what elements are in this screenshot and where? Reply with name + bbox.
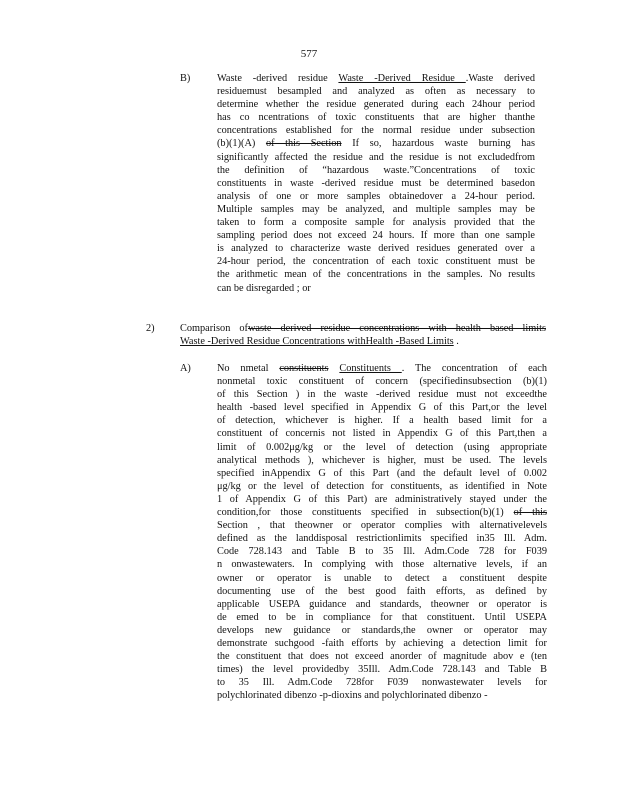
text-run: constituents in waste -derived residue must be determined basedon: [217, 177, 535, 189]
deleted-text: of this: [513, 507, 547, 519]
text-run: applicable USEPA guidance and standards, theowner or operator is: [217, 598, 547, 610]
item-b-line: [217, 72, 535, 85]
item-a-line: [217, 650, 547, 663]
item-b-line: [217, 203, 535, 216]
text-run: constituent of concernis not listed in Appendix G of this Part,then a: [217, 428, 547, 440]
item-a-line: [217, 598, 547, 611]
item-a-line: [217, 532, 547, 545]
text-run: is analyzed to characterize waste derived residues generated over a: [217, 243, 535, 255]
page-number: 577: [300, 48, 318, 60]
item-a-line: [217, 637, 547, 650]
text-run: sampling period does not exceed 24 hours. If more than one sample: [217, 230, 535, 242]
item-b-line: [217, 282, 535, 295]
item-b-line: [217, 164, 535, 177]
text-run: n onwastewaters. In complying with those alternative levels, if an: [217, 559, 547, 571]
item-a-line: [217, 441, 547, 454]
text-run: .: [453, 336, 459, 348]
text-run: Comparison of: [180, 323, 248, 334]
item-a-line: [217, 401, 547, 414]
text-run: can be disregarded ; or: [217, 282, 311, 294]
text-run: demonstrate suchgood -faith efforts by achieving a detection limit for: [217, 637, 547, 649]
item-b-line: [217, 242, 535, 255]
item-a-line: [217, 558, 547, 571]
item-2-label: 2): [146, 323, 155, 334]
text-run: residuemust besampled and analyzed as often as necessary to: [217, 86, 535, 98]
item-a-line: [217, 506, 547, 519]
text-run: the definition of “hazardous waste.”Concentrations of toxic: [217, 164, 535, 176]
item-a-line: [217, 467, 547, 480]
item-2-line: [180, 322, 546, 335]
item-a-line: [217, 624, 547, 637]
item-a-line: [217, 572, 547, 585]
item-b-paragraph: [217, 72, 535, 295]
text-run: health -based level specified in Appendix G of this Part,or the level: [217, 402, 547, 414]
text-run: (b)(1)(A): [217, 138, 266, 150]
item-b-line: [217, 216, 535, 229]
text-run: has co ncentrations of toxic constituents that are higher thanthe: [217, 112, 535, 124]
item-a-line: [217, 493, 547, 506]
text-run: No nmetal: [217, 363, 280, 374]
text-run: Code 728.143 and Table B to 35 Ill. Adm.Code 728 for F039: [217, 546, 547, 558]
item-b-line: [217, 137, 535, 150]
item-b-line: [217, 268, 535, 281]
item-2-line: [180, 335, 546, 348]
item-b-line: [217, 229, 535, 242]
item-b-line: [217, 85, 535, 98]
item-a-line: [217, 375, 547, 388]
item-a-line: [217, 414, 547, 427]
deleted-text: of this Section: [265, 138, 342, 150]
text-run: . The concentration of each: [401, 363, 547, 374]
item-a-line: [217, 454, 547, 467]
text-run: polychlorinated dibenzo -p-dioxins and polychlorinated dibenzo -: [217, 690, 488, 702]
text-run: analysis of one or more samples obtainedover a 24-hour period.: [217, 190, 535, 202]
text-run: specified inAppendix G of this Part (and the default level of 0.002: [217, 467, 547, 479]
text-run: 1 of Appendix G of this Part) are administratively stayed under the: [217, 493, 547, 505]
text-run: develops new guidance or standards,the owner or operator may: [217, 624, 547, 636]
item-a-line: [217, 611, 547, 624]
text-run: Multiple samples may be analyzed, and multiple samples may be: [217, 203, 535, 215]
text-run: 24-hour period, the concentration of each toxic constituent must be: [217, 256, 535, 268]
text-run: If so, hazardous waste burning has: [341, 138, 535, 150]
text-run: of detection, whichever is higher. If a health based limit for a: [217, 415, 547, 427]
text-run: taken to form a composite sample for analysis provided that the: [217, 217, 535, 229]
item-b-line: [217, 124, 535, 137]
item-a-line: [217, 676, 547, 689]
text-run: Section , that theowner or operator complies with alternativelevels: [217, 520, 547, 532]
text-run: determine whether the residue generated during each 24hour period: [217, 99, 535, 111]
inserted-text: Waste -Derived Residue: [338, 73, 466, 84]
text-run: [329, 363, 340, 374]
item-b-line: [217, 151, 535, 164]
text-run: limit of 0.002μg/kg or the level of detection (using appropriate: [217, 441, 547, 453]
item-b-line: [217, 255, 535, 268]
text-run: analytical methods ), whichever is higher, must be used. The levels: [217, 454, 547, 466]
item-b-line: [217, 190, 535, 203]
text-run: .Waste derived: [465, 73, 535, 84]
item-a-label: A): [180, 363, 191, 374]
text-run: to 35 Ill. Adm.Code 728for F039 nonwastewater levels for: [217, 677, 547, 689]
item-2-heading: [180, 322, 546, 348]
item-a-line: [217, 480, 547, 493]
text-run: Waste -derived residue: [217, 73, 339, 84]
text-run: significantly affected the residue and the residue is not excludedfrom: [217, 151, 535, 163]
text-run: documenting use of the best good faith efforts, as defined by: [217, 585, 547, 597]
item-b-label: B): [180, 73, 191, 84]
text-run: de emed to be in compliance for that constituent. Until USEPA: [217, 611, 547, 623]
item-a-line: [217, 519, 547, 532]
text-run: condition,for those constituents specified in subsection(b)(1): [217, 507, 514, 519]
item-a-line: [217, 689, 547, 702]
item-b-line: [217, 111, 535, 124]
text-run: the arithmetic mean of the concentrations in the samples. No results: [217, 269, 535, 281]
text-run: of this Section ) in the waste -derived residue must not exceedthe: [217, 389, 547, 401]
item-a-line: [217, 362, 547, 375]
text-run: defined as the landdisposal restrictionlimits specified in35 Ill. Adm.: [217, 533, 547, 545]
item-a-line: [217, 545, 547, 558]
inserted-text: Constituents: [339, 363, 402, 374]
item-a-paragraph: [217, 362, 547, 702]
text-run: μg/kg or the level of detection for constituents, as identified in Note: [217, 480, 547, 492]
deleted-text: constituents: [279, 363, 329, 374]
text-run: nonmetal toxic constituent of concern (specifiedinsubsection (b)(1): [217, 376, 547, 388]
item-b-line: [217, 98, 535, 111]
inserted-text: Waste -Derived Residue Concentrations withHealth -Based Limits: [180, 336, 454, 348]
item-a-line: [217, 663, 547, 676]
item-a-line: [217, 388, 547, 401]
text-run: times) the level providedby 35Ill. Adm.Code 728.143 and Table B: [217, 664, 547, 676]
text-run: the constituent that does not exceed anorder of magnitude abov e (ten: [217, 651, 547, 663]
item-a-line: [217, 585, 547, 598]
item-b-line: [217, 177, 535, 190]
text-run: owner or operator is unable to detect a constituent despite: [217, 572, 547, 584]
item-a-line: [217, 427, 547, 440]
deleted-text: waste derived residue concentrations with health based limits: [248, 323, 546, 334]
text-run: concentrations established for the normal residue under subsection: [217, 125, 535, 137]
